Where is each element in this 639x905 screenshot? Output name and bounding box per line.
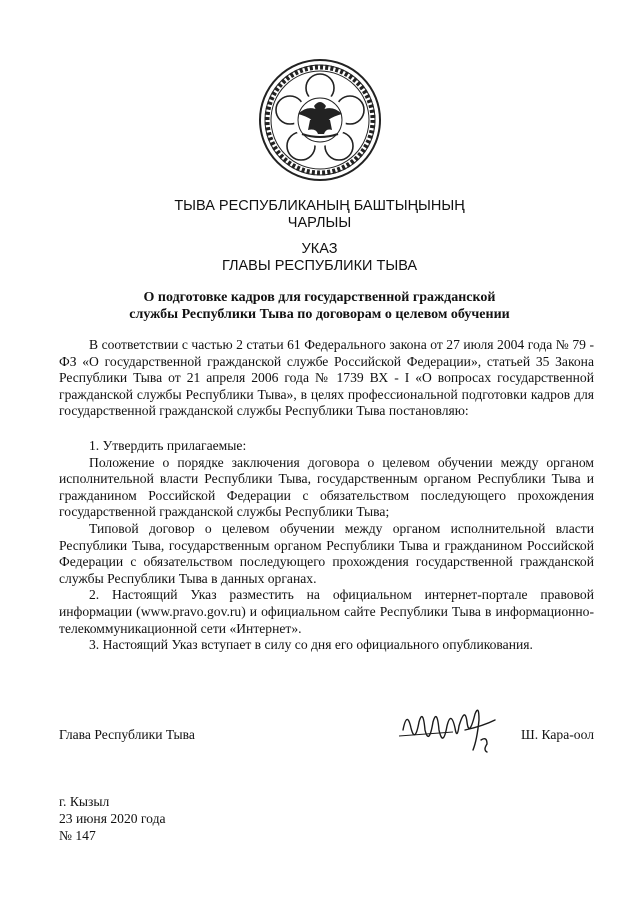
decree-footer xyxy=(59,793,166,844)
signatory-position: Глава Республики Тыва xyxy=(59,727,195,742)
header-tyvan-line1: ТЫВА РЕСПУБЛИКАНЫҢ БАШТЫҢЫНЫҢ xyxy=(174,198,465,214)
item-3: 3. Настоящий Указ вступает в силу со дня его официального опубликования. xyxy=(89,637,533,653)
item-2: 2. Настоящий Указ разместить на официальном интернет-портале правовой информации (www.pravo.gov.ru) и официальном сайте Республики Тыва в информационно-телекоммуникационной сети «Интернет». xyxy=(59,587,594,636)
decree-subject xyxy=(0,289,639,323)
item-1: 1. Утвердить прилагаемые: xyxy=(89,437,247,453)
decree-body xyxy=(59,337,594,654)
handwritten-signature xyxy=(395,700,505,760)
decree-date: 23 июня 2020 года xyxy=(59,811,166,826)
decree-subject-line1: О подготовке кадров для государственной гражданской xyxy=(143,290,496,305)
header-ukaz xyxy=(0,241,639,275)
item-1-regulation: Положение о порядке заключения договора о целевом обучении между органом исполнительной власти Республики Тыва, государственным органом Республики Тыва и гражданином Российской Федерации с обязательством последующего прохождения государственной гражданской службы Республики Тыва; xyxy=(59,454,594,520)
signatory-name: Ш. Кара-оол xyxy=(521,727,594,742)
place-of-signing: г. Кызыл xyxy=(59,794,110,809)
decree-subject-line2: службы Республики Тыва по договорам о целевом обучении xyxy=(129,307,510,322)
decree-number: № 147 xyxy=(59,828,96,843)
header-tyvan-line2: ЧАРЛЫЫ xyxy=(287,215,352,231)
item-1-model-contract: Типовой договор о целевом обучении между органом исполнительной власти Республики Тыва, государственным органом Республики Тыва и гражданином Российской Федерации с обязательством последующего прохождения государственной гражданской службы Республики Тыва в данных органах. xyxy=(59,520,594,586)
header-ukaz-line2: ГЛАВЫ РЕСПУБЛИКИ ТЫВА xyxy=(221,258,418,274)
header-tyvan xyxy=(0,198,639,232)
preamble-paragraph: В соответствии с частью 2 статьи 61 Федерального закона от 27 июля 2004 года № 79 - ФЗ «О государственной гражданской службе Российской Федерации», статьей 35 Закона Республики Тыва от 21 апреля 2006 года № 1739 ВХ - I «О вопросах государственной гражданской службы Республики Тыва», в целях профессиональной подготовки кадров для государственной гражданской службы Республики Тыва постановляю: xyxy=(59,337,594,419)
header-ukaz-line1: УКАЗ xyxy=(301,241,338,257)
republic-emblem xyxy=(258,58,382,182)
